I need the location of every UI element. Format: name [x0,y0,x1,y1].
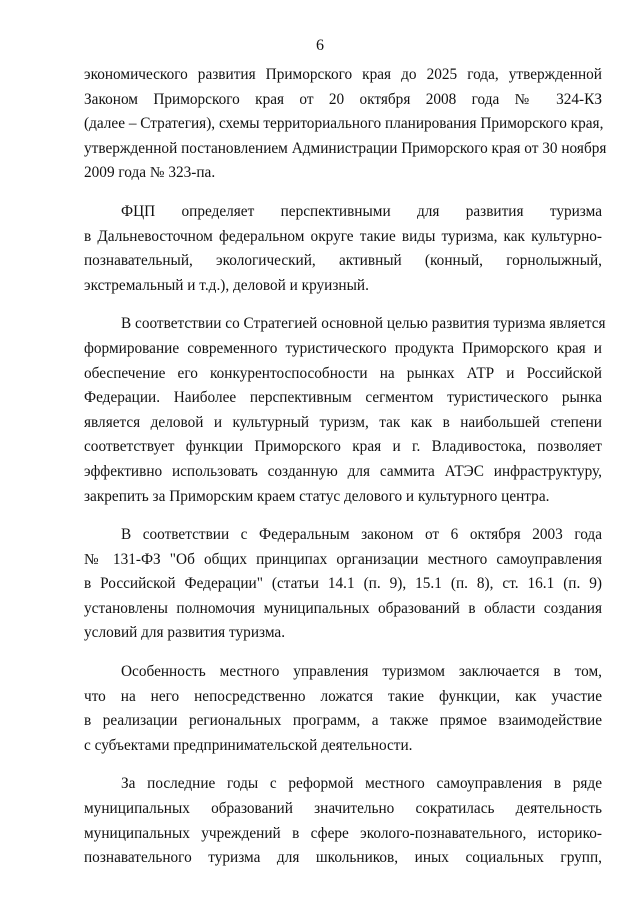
text-line: в Российской Федерации" (статьи 14.1 (п. 9), 15.1 (п. 8), ст. 16.1 (п. 9) [84,575,602,593]
page-number: 6 [316,37,324,54]
text-line: что на него непосредственно ложатся такие функции, как участие [84,687,602,705]
text-line: соответствует функции Приморского края и г. Владивостока, позволяет [84,438,602,456]
text-line: с субъектами предпринимательской деятельности. [84,736,413,754]
text-line: В соответствии со Стратегией основной целью развития туризма является [121,315,606,333]
text-line: экономического развития Приморского края до 2025 года, утвержденной [84,66,602,83]
text-line: муниципальных учреждений в сфере эколого-познавательного, историко- [84,824,602,842]
text-line: познавательный, экологический, активный (конный, горнолыжный, [84,252,602,270]
paragraph-strategy-goal [84,312,606,509]
text-line: установлены полномочия муниципальных образований в области создания [84,599,602,617]
text-line: Особенность местного управления туризмом заключается в том, [121,663,602,681]
text-line: познавательного туризма для школьников, иных социальных групп, [84,849,602,867]
text-line: Федерации. Наиболее перспективным сегментом туристического рынка [84,389,602,407]
text-line: ФЦП определяет перспективными для развития туризма [121,202,602,220]
text-line: в Дальневосточном федеральном округе такие виды туризма, как культурно- [84,227,602,245]
text-line: экстремальный и т.д.), деловой и круизный. [84,276,369,294]
text-line: утвержденной постановлением Администрации Приморского края от 30 ноября [84,139,607,157]
text-line: В соответствии с Федеральным законом от 6 октября 2003 года [121,526,602,544]
text-line: является деловой и культурный туризм, так как в наибольшей степени [84,413,602,431]
paragraph-local-management [84,660,602,758]
paragraph-federal-law [84,523,602,646]
text-line: 2009 года № 323-па. [84,164,216,182]
paragraph-fcp-tourism-types [84,200,602,298]
text-line: (далее – Стратегия), схемы территориального планирования Приморского края, [84,115,604,133]
text-line: муниципальных образований значительно сократилась деятельность [84,800,602,818]
text-line: За последние годы с реформой местного самоуправления в ряде [121,775,602,793]
text-line: в реализации региональных программ, а также прямое взаимодействие [84,712,602,730]
text-line: № 131-ФЗ "Об общих принципах организации местного самоуправления [84,550,602,568]
paragraph-recent-years [84,772,602,870]
paragraph-strategy-reference [84,63,607,186]
text-line: закрепить за Приморским краем статус делового и культурного центра. [84,487,550,505]
text-line: условий для развития туризма. [84,624,286,642]
text-line: обеспечение его конкурентоспособности на рынках АТР и Российской [84,364,602,382]
text-line: формирование современного туристического продукта Приморского края и [84,339,602,357]
text-line: Законом Приморского края от 20 октября 2008 года № 324-КЗ [84,90,602,108]
text-line: эффективно использовать созданную для саммита АТЭС инфраструктуру, [84,462,602,480]
document-body [84,63,607,885]
